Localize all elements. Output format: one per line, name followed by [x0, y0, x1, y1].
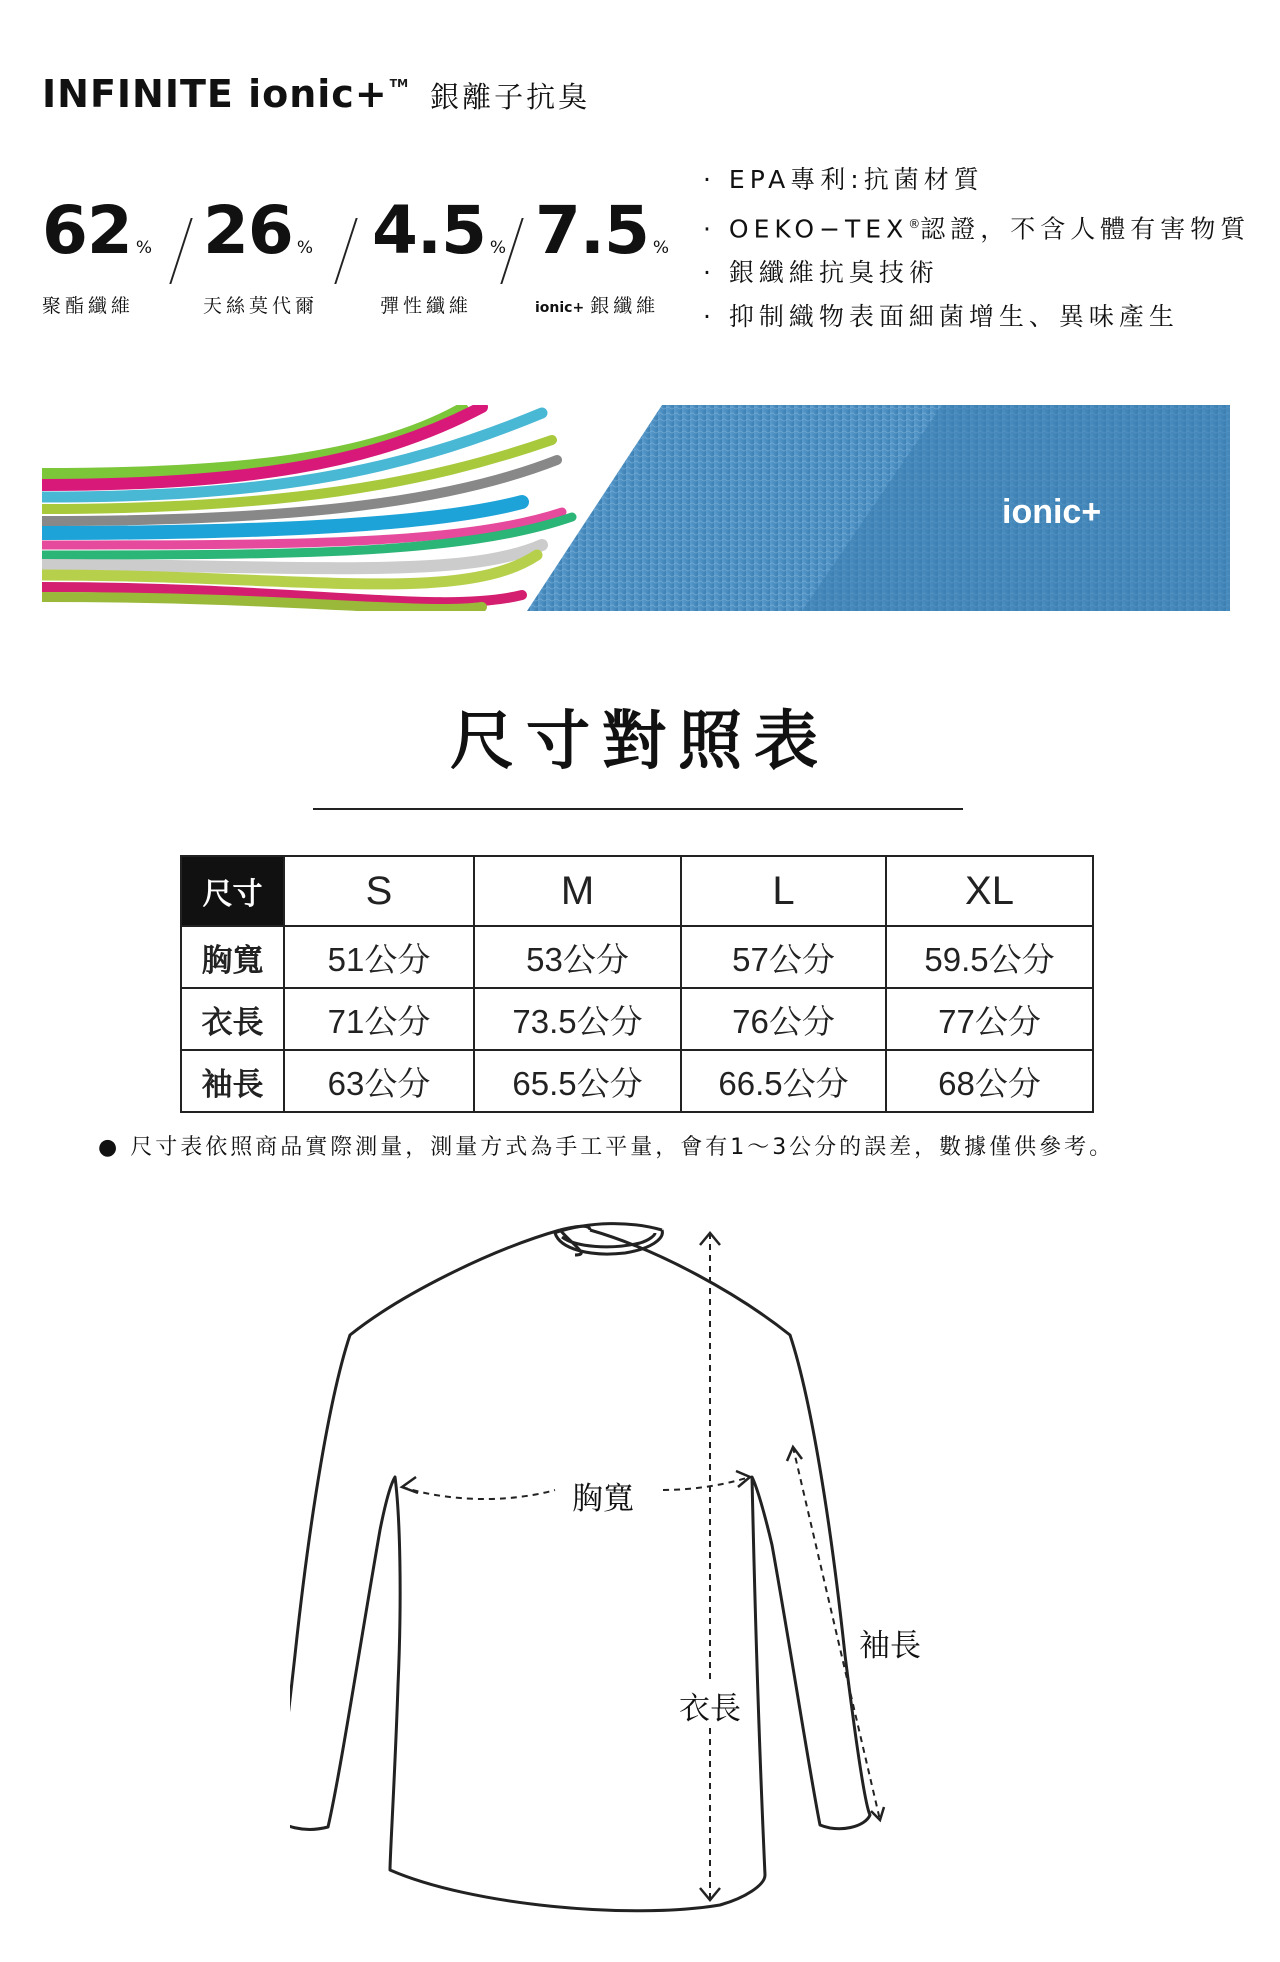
body-length-label: 衣長: [675, 1683, 745, 1728]
ionic-plus-logo: ionic+: [535, 300, 585, 316]
feature-item: [703, 202, 1250, 251]
feature-text: · OEKO−TEX: [703, 214, 909, 244]
table-cell: 53公分: [474, 926, 681, 988]
fabric-banner-image: [42, 405, 1230, 611]
composition-value: 7.5: [535, 192, 649, 269]
composition-value: 26: [203, 192, 293, 269]
composition-unit: %: [296, 238, 313, 258]
table-cell: 68公分: [886, 1050, 1093, 1112]
table-cell: 63公分: [284, 1050, 474, 1112]
composition-label: 銀纖維: [590, 295, 660, 317]
size-header: S: [284, 856, 474, 926]
feature-item: · 銀纖維抗臭技術: [703, 258, 939, 288]
composition-silver: [535, 192, 669, 318]
composition-elastic: [372, 192, 506, 318]
size-header: L: [681, 856, 886, 926]
table-cell: 77公分: [886, 988, 1093, 1050]
feature-text: 認證，不含人體有害物質: [920, 214, 1251, 244]
registered-mark: ®: [908, 217, 921, 231]
composition-value: 4.5: [372, 192, 486, 269]
feature-list: [703, 158, 1250, 339]
table-cell: 76公分: [681, 988, 886, 1050]
size-chart-title: 尺寸對照表: [450, 705, 830, 779]
shirt-outline-icon: [290, 1215, 990, 1915]
table-cell: 66.5公分: [681, 1050, 886, 1112]
brand-subtitle: 銀離子抗臭: [430, 80, 591, 114]
table-row: [181, 926, 1093, 988]
divider-slash: [334, 218, 357, 284]
composition-unit: %: [135, 238, 152, 258]
banner-logo: ionic+: [1002, 493, 1102, 531]
composition-label: 彈性纖維: [380, 295, 473, 317]
row-label: 衣長: [181, 988, 284, 1050]
row-label: 袖長: [181, 1050, 284, 1112]
table-cell: 71公分: [284, 988, 474, 1050]
composition-unit: %: [652, 238, 669, 258]
composition-value: 62: [42, 192, 132, 269]
table-cell: 57公分: [681, 926, 886, 988]
size-table: [180, 855, 1094, 1113]
table-row: [181, 1050, 1093, 1112]
brand-header: [42, 72, 590, 116]
feature-item: · 抑制織物表面細菌增生、異味產生: [703, 302, 1179, 332]
table-header-row: [181, 856, 1093, 926]
sleeve-length-label: 袖長: [855, 1620, 925, 1665]
composition-label: 天絲莫代爾: [203, 295, 319, 317]
size-header: XL: [886, 856, 1093, 926]
table-row: [181, 988, 1093, 1050]
table-cell: 65.5公分: [474, 1050, 681, 1112]
title-divider: [313, 808, 963, 810]
brand-name: INFINITE ionic+: [42, 72, 388, 116]
size-header: M: [474, 856, 681, 926]
feature-item: · EPA專利:抗菌材質: [703, 165, 984, 194]
composition-modal: [203, 192, 319, 318]
trademark-mark: TM: [389, 77, 409, 90]
composition-label: 聚酯纖維: [42, 295, 135, 317]
table-corner: 尺寸: [181, 856, 284, 926]
composition-unit: %: [489, 238, 506, 258]
fabric-illustration: [42, 405, 1230, 611]
divider-slash: [169, 218, 192, 284]
chest-width-label: 胸寬: [568, 1473, 638, 1518]
composition-polyester: [42, 192, 152, 318]
row-label: 胸寬: [181, 926, 284, 988]
table-cell: 73.5公分: [474, 988, 681, 1050]
table-cell: 59.5公分: [886, 926, 1093, 988]
shirt-measurement-diagram: [290, 1215, 990, 1915]
table-cell: 51公分: [284, 926, 474, 988]
measurement-note: ● 尺寸表依照商品實際測量，測量方式為手工平量，會有1～3公分的誤差，數據僅供參考。: [98, 1135, 1115, 1160]
